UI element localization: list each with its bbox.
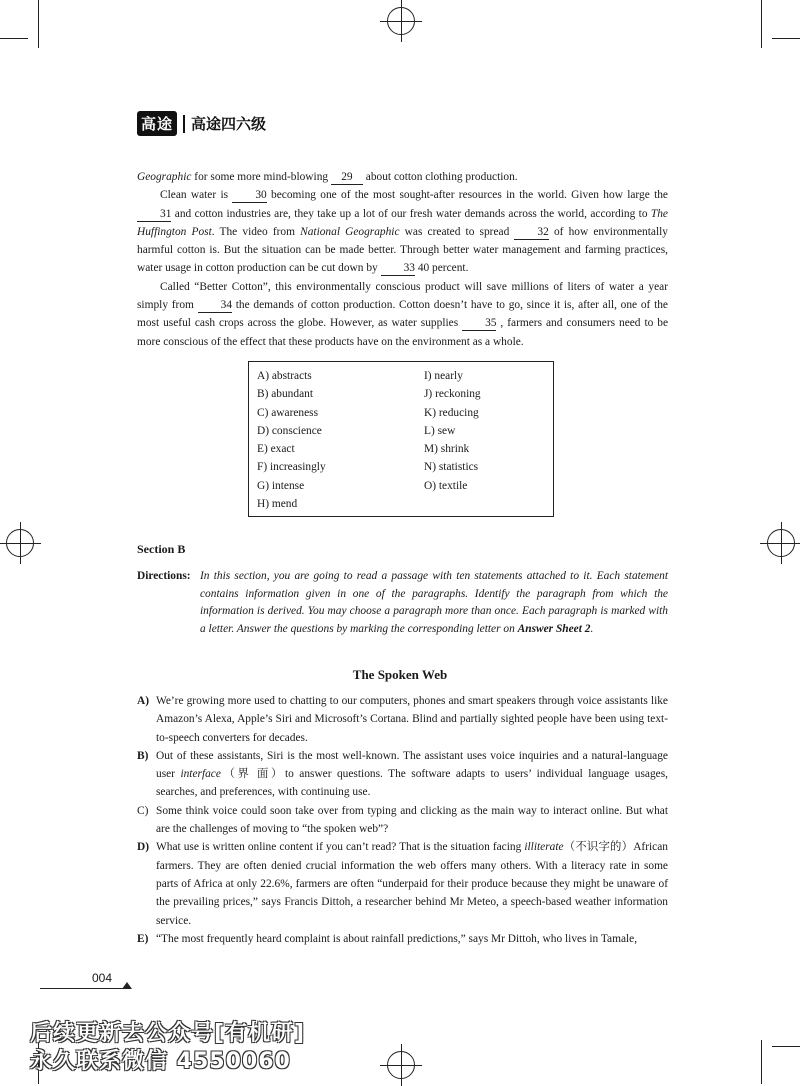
text: “The most frequently heard complaint is about rainfall predictions,” says Mr Dittoh, who lives in Tamale, bbox=[156, 932, 638, 945]
text: 40 percent. bbox=[414, 262, 469, 275]
word-option: B) abundant bbox=[257, 388, 313, 401]
word-option: O) textile bbox=[424, 479, 468, 492]
article-title: The Spoken Web bbox=[352, 667, 448, 682]
text: and cotton industries are, they take up a lot of our fresh water demands across the world, according to bbox=[171, 207, 651, 220]
italic-text: Geographic bbox=[137, 171, 192, 183]
passage-paragraph-2 bbox=[137, 186, 668, 277]
registration-mark-icon bbox=[387, 7, 415, 35]
crop-mark bbox=[761, 1040, 762, 1084]
text: about cotton clothing production. bbox=[362, 171, 518, 183]
paragraph-a bbox=[137, 692, 668, 747]
paragraph-label: A) bbox=[137, 695, 150, 707]
footer-rule bbox=[40, 988, 130, 989]
blank-33: 33 bbox=[381, 262, 415, 276]
word-bank bbox=[248, 361, 554, 517]
watermark-line-1: 后续更新去公众号[有机研] bbox=[30, 1021, 306, 1046]
blank-32: 32 bbox=[514, 226, 548, 240]
logo-divider bbox=[183, 115, 185, 133]
gloss: （界 面） bbox=[220, 768, 285, 781]
word-option: G) intense bbox=[257, 479, 305, 492]
paragraph-label: C) bbox=[137, 804, 149, 817]
article-paragraphs bbox=[137, 692, 668, 948]
bold-text: Answer Sheet 2 bbox=[517, 623, 591, 636]
word-option: I) nearly bbox=[424, 370, 463, 382]
text: , farmers and consumers need to be more conscious of the effect that these products have on the environment as a whole. bbox=[137, 317, 668, 348]
text: In this section, you are going to read a passage with ten statements attached to it. Each statement contains information given in one of the paragraphs. Identify the paragraph from which the information is derived. You may choose a paragraph more than once. Each paragraph is marked with a letter. Answer the questions by marking the corresponding letter on bbox=[200, 570, 668, 636]
word-option: K) reducing bbox=[424, 406, 479, 419]
header-logo bbox=[137, 111, 266, 136]
word-option: A) abstracts bbox=[257, 370, 312, 382]
blank-30: 30 bbox=[232, 189, 266, 203]
registration-mark-icon bbox=[767, 529, 795, 557]
directions-label: Directions: bbox=[137, 570, 191, 582]
word-option: F) increasingly bbox=[257, 461, 326, 474]
word-option: H) mend bbox=[257, 498, 298, 511]
blank-34: 34 bbox=[198, 299, 232, 313]
paragraph-c bbox=[137, 802, 668, 839]
text: . bbox=[590, 623, 594, 636]
directions-text bbox=[200, 568, 668, 639]
watermark-line-2: 永久联系微信 4550060 bbox=[30, 1049, 291, 1074]
crop-mark bbox=[38, 0, 39, 48]
crop-mark bbox=[772, 1046, 800, 1047]
crop-mark bbox=[0, 38, 28, 39]
passage bbox=[137, 168, 668, 351]
text: We’re growing more used to chatting to our computers, phones and smart speakers through voice assistants like Amazon’s Alexa, Apple’s Siri and Microsoft’s Cortana. Blind and partially sighted people have been using text-to-speech converters for decades. bbox=[156, 695, 668, 744]
word-option: N) statistics bbox=[424, 461, 479, 474]
paragraph-label: D) bbox=[137, 841, 150, 854]
section-heading: Section B bbox=[137, 542, 186, 556]
blank-31: 31 bbox=[137, 208, 171, 222]
directions bbox=[137, 568, 668, 639]
paragraph-label: B) bbox=[137, 749, 149, 762]
italic-text: The Huffington Post bbox=[137, 207, 668, 238]
word-bank-right-column bbox=[424, 367, 481, 495]
italic-text: National Geographic bbox=[300, 225, 400, 238]
registration-mark-icon bbox=[387, 1051, 415, 1079]
word-option: J) reckoning bbox=[424, 388, 481, 401]
word-option: D) conscience bbox=[257, 424, 322, 437]
crop-mark bbox=[772, 38, 800, 39]
text: of how environmentally harmful cotton is. But the situation can be made better. Through better water management and farming practices, water usage in cotton production can be cut down by bbox=[137, 225, 668, 275]
word-option: C) awareness bbox=[257, 406, 319, 419]
page-number: 004 bbox=[92, 971, 113, 985]
text: Some think voice could soon take over from typing and clicking as the main way to interact online. But what are the challenges of moving to “the spoken web”? bbox=[156, 804, 668, 836]
triangle-icon bbox=[122, 982, 132, 989]
italic-text: illiterate bbox=[524, 841, 564, 854]
logo-text: 高途四六级 bbox=[191, 115, 267, 133]
paragraph-e bbox=[137, 930, 668, 948]
text: African farmers. They are often denied crucial information the web offers many others. With a literacy rate in some parts of Africa at only 22.6%, farmers are often “underpaid for their produce because they might be unaware of the prevailing prices,” says Francis Dittoh, a researcher behind Mr Meteo, a speech-based weather information service. bbox=[156, 841, 668, 927]
text: Out of these assistants, Siri is the most well-known. The assistant uses voice inquiries and a natural-language user bbox=[156, 749, 668, 781]
text: . The video from bbox=[211, 225, 301, 238]
word-bank-left-column bbox=[257, 367, 326, 513]
logo-mark: 高途 bbox=[137, 111, 177, 136]
text: Called “Better Cotton”, this environmentally conscious product will save millions of liters of water a year simply from bbox=[137, 280, 668, 312]
paragraph-label: E) bbox=[137, 932, 149, 945]
text: the demands of cotton production. Cotton doesn’t have to go, since it is, after all, one of the most useful cash crops across the globe. However, as water supplies bbox=[137, 299, 668, 330]
blank-35: 35 bbox=[462, 317, 496, 331]
word-option: E) exact bbox=[257, 443, 295, 456]
gloss: （不识字的） bbox=[563, 841, 634, 854]
paragraph-b bbox=[137, 747, 668, 802]
text: What use is written online content if you can’t read? That is the situation facing bbox=[156, 841, 525, 854]
word-option: M) shrink bbox=[424, 443, 470, 456]
registration-mark-icon bbox=[6, 529, 34, 557]
passage-paragraph-3 bbox=[137, 278, 668, 351]
crop-mark bbox=[761, 0, 762, 48]
text: to answer questions. The software adapts to users’ individual language usages, searches, and preferences, with continuing use. bbox=[156, 768, 669, 799]
text: Clean water is bbox=[160, 189, 233, 202]
blank-29: 29 bbox=[331, 171, 363, 185]
paragraph-d bbox=[137, 838, 668, 929]
passage-paragraph-1 bbox=[137, 168, 668, 186]
italic-text: interface bbox=[180, 768, 221, 781]
text: becoming one of the most sought-after resources in the world. Given how large the bbox=[266, 189, 668, 202]
word-option: L) sew bbox=[424, 424, 456, 437]
text: for some more mind-blowing bbox=[191, 171, 331, 183]
text: was created to spread bbox=[399, 225, 515, 238]
